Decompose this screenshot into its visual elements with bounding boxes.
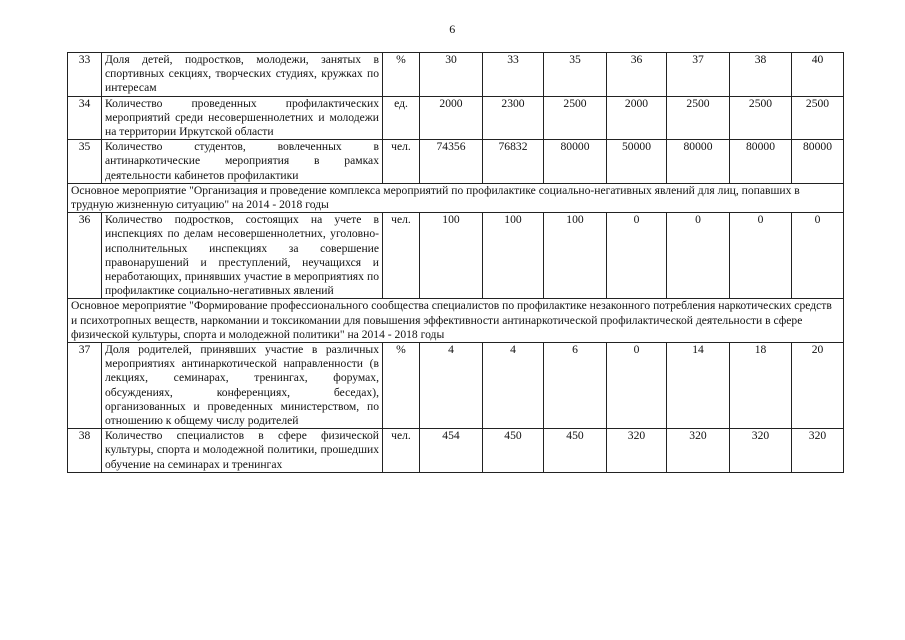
row-number: 34 xyxy=(68,96,102,140)
value-cell: 450 xyxy=(483,429,544,473)
value-cell: 80000 xyxy=(544,140,607,184)
row-number: 36 xyxy=(68,213,102,299)
indicator-name: Количество подростков, состоящих на учете в инспекциях по делам несовершеннолетних, уголовно-исполнительных инспекциях за совершение правонарушений и преступлений, неучащихся и неработающих, принявших участие в мероприятиях по профилактике социально-негативных явлений xyxy=(102,213,383,299)
row-number: 37 xyxy=(68,343,102,429)
value-cell: 20 xyxy=(792,343,844,429)
value-cell: 100 xyxy=(483,213,544,299)
value-cell: 2300 xyxy=(483,96,544,140)
value-cell: 50000 xyxy=(607,140,667,184)
value-cell: 37 xyxy=(667,53,730,97)
section-row xyxy=(68,299,844,343)
value-cell: 4 xyxy=(483,343,544,429)
section-heading: Основное мероприятие "Организация и проведение комплекса мероприятий по профилактике социально-негативных явлений для лиц, попавших в трудную жизненную ситуацию" на 2014 - 2018 годы xyxy=(68,183,844,212)
value-cell: 76832 xyxy=(483,140,544,184)
value-cell: 74356 xyxy=(420,140,483,184)
value-cell: 0 xyxy=(730,213,792,299)
unit-cell: % xyxy=(383,343,420,429)
page-number: 6 xyxy=(449,22,456,36)
value-cell: 454 xyxy=(420,429,483,473)
section-heading: Основное мероприятие "Формирование профессионального сообщества специалистов по профилактике незаконного потребления наркотических средств и психотропных веществ, наркомании и токсикомании для повышения эффективности антинаркотической профилактической деятельности в сфере физической культуры, спорта и молодежной политики" на 2014 - 2018 годы xyxy=(68,299,844,343)
table-row xyxy=(68,96,844,140)
row-number: 38 xyxy=(68,429,102,473)
value-cell: 36 xyxy=(607,53,667,97)
unit-cell: ед. xyxy=(383,96,420,140)
value-cell: 2500 xyxy=(544,96,607,140)
value-cell: 2000 xyxy=(607,96,667,140)
unit-cell: % xyxy=(383,53,420,97)
value-cell: 2500 xyxy=(792,96,844,140)
value-cell: 35 xyxy=(544,53,607,97)
value-cell: 30 xyxy=(420,53,483,97)
value-cell: 38 xyxy=(730,53,792,97)
table-row xyxy=(68,429,844,473)
value-cell: 80000 xyxy=(730,140,792,184)
table-row xyxy=(68,140,844,184)
value-cell: 2000 xyxy=(420,96,483,140)
value-cell: 100 xyxy=(544,213,607,299)
value-cell: 80000 xyxy=(667,140,730,184)
unit-cell: чел. xyxy=(383,429,420,473)
value-cell: 320 xyxy=(730,429,792,473)
table-row xyxy=(68,343,844,429)
indicator-name: Количество студентов, вовлеченных в антинаркотические мероприятия в рамках деятельности кабинетов профилактики xyxy=(102,140,383,184)
value-cell: 6 xyxy=(544,343,607,429)
value-cell: 0 xyxy=(792,213,844,299)
unit-cell: чел. xyxy=(383,213,420,299)
row-number: 35 xyxy=(68,140,102,184)
indicator-name: Количество проведенных профилактических мероприятий среди несовершеннолетних и молодежи на территории Иркутской области xyxy=(102,96,383,140)
value-cell: 0 xyxy=(667,213,730,299)
value-cell: 100 xyxy=(420,213,483,299)
indicator-name: Количество специалистов в сфере физической культуры, спорта и молодежной политики, прошедших обучение на семинарах и тренингах xyxy=(102,429,383,473)
value-cell: 80000 xyxy=(792,140,844,184)
value-cell: 0 xyxy=(607,213,667,299)
section-row xyxy=(68,183,844,212)
row-number: 33 xyxy=(68,53,102,97)
value-cell: 320 xyxy=(667,429,730,473)
value-cell: 18 xyxy=(730,343,792,429)
indicator-name: Доля детей, подростков, молодежи, занятых в спортивных секциях, творческих студиях, кружках по интересам xyxy=(102,53,383,97)
table-body xyxy=(68,53,844,473)
value-cell: 320 xyxy=(607,429,667,473)
table-row xyxy=(68,213,844,299)
indicator-name: Доля родителей, принявших участие в различных мероприятиях антинаркотической направленности (в лекциях, семинарах, тренингах, форумах, обсуждениях, конференциях, беседах), организованных и проведенных министерством, по отношению к общему числу родителей xyxy=(102,343,383,429)
value-cell: 14 xyxy=(667,343,730,429)
unit-cell: чел. xyxy=(383,140,420,184)
value-cell: 2500 xyxy=(667,96,730,140)
value-cell: 4 xyxy=(420,343,483,429)
indicators-table xyxy=(67,52,844,473)
value-cell: 320 xyxy=(792,429,844,473)
value-cell: 40 xyxy=(792,53,844,97)
value-cell: 33 xyxy=(483,53,544,97)
value-cell: 450 xyxy=(544,429,607,473)
value-cell: 2500 xyxy=(730,96,792,140)
value-cell: 0 xyxy=(607,343,667,429)
table-row xyxy=(68,53,844,97)
